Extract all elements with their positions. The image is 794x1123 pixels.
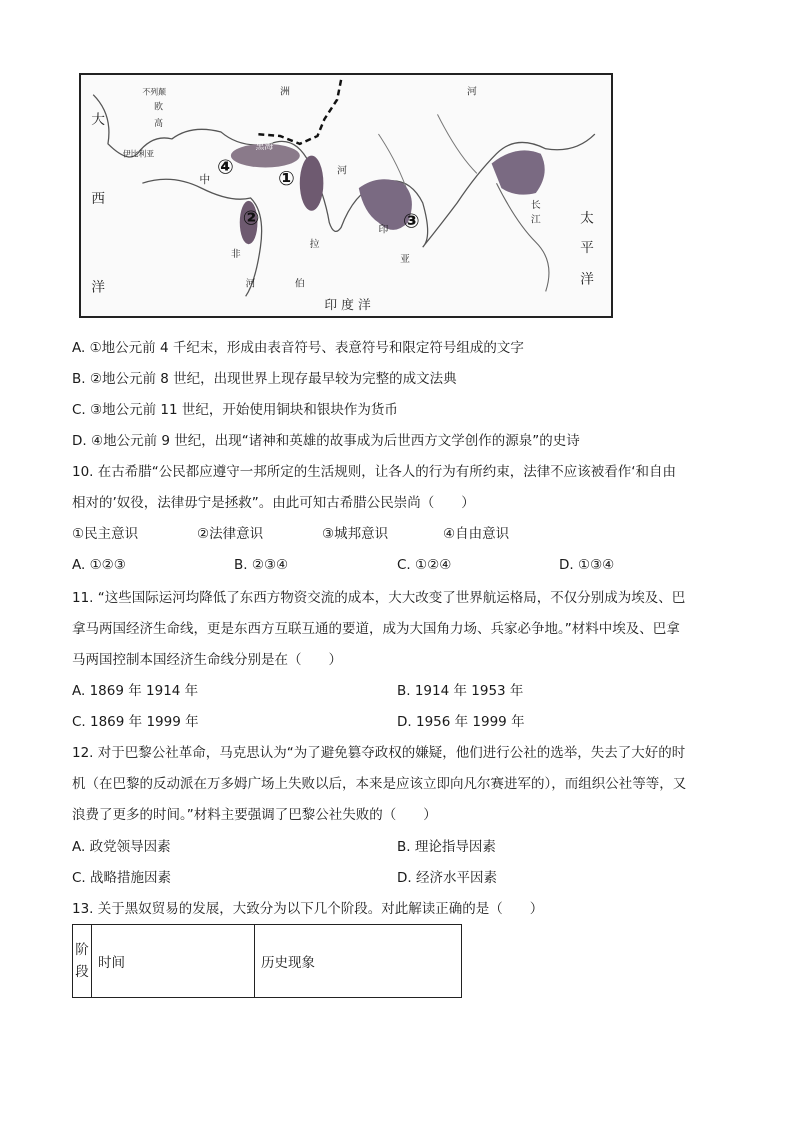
- q11-option-a: A. 1869 年 1914 年: [72, 683, 199, 699]
- q13-stem: 13. 关于黑奴贸易的发展，大致分为以下几个阶段。对此解读正确的是（ ）: [72, 901, 544, 917]
- map-drawing: [81, 75, 611, 316]
- map-label: 长: [530, 199, 541, 211]
- map-label: 洋: [91, 279, 105, 296]
- q12-option-d: D. 经济水平因素: [397, 870, 497, 886]
- q12-stem: 12. 对于巴黎公社革命，马克思认为“为了避免篡夺政权的嫌疑，他们进行公社的选举，失去了大好的时: [72, 745, 686, 761]
- map-label: 中: [199, 173, 211, 187]
- q11-stem: 11. “这些国际运河均降低了东西方物资交流的成本，大大改变了世界航运格局，不仅分别成为埃及、巴: [72, 590, 686, 606]
- map-label: 河: [337, 165, 347, 177]
- q9-option-c: C. ③地公元前 11 世纪，开始使用铜块和银块作为货币: [72, 402, 398, 418]
- map-label: 太: [580, 210, 594, 227]
- q10-stem: 10. 在古希腊“公民都应遵守一邦所定的生活规则，让各人的行为有所约束，法律不应该被看作‘和自由: [72, 464, 677, 480]
- q11-option-d: D. 1956 年 1999 年: [397, 714, 525, 730]
- marker-1: ①: [278, 167, 295, 191]
- map-label: 西: [91, 190, 105, 207]
- table-header-stage: 阶段: [73, 925, 92, 998]
- q12-option-a: A. 政党领导因素: [72, 839, 171, 855]
- map-label: 江: [530, 214, 541, 226]
- q10-option-a: A. ①②③: [72, 557, 126, 573]
- q11-option-b: B. 1914 年 1953 年: [397, 683, 524, 699]
- marker-2: ②: [242, 206, 260, 230]
- q12-option-b: B. 理论指导因素: [397, 839, 496, 855]
- map-label: 印 度 洋: [324, 298, 371, 314]
- map-label: 洋: [580, 271, 594, 288]
- q12-stem: 机（在巴黎的反动派在万多姆广场上失败以后，本来是应该立即向凡尔赛进军的），而组织公社等等，又: [72, 776, 687, 792]
- map-label: 伯: [294, 278, 305, 290]
- map-label: 河: [245, 278, 256, 290]
- river: [497, 183, 549, 291]
- q11-stem: 马两国控制本国经济生命线分别是在（ ）: [72, 652, 342, 668]
- q10-item: ④自由意识: [443, 526, 510, 542]
- q10-item: ③城邦意识: [322, 526, 389, 542]
- q10-stem: 相对的’奴役，法律毋宁是拯救”。由此可知古希腊公民崇尚（ ）: [72, 495, 475, 511]
- q9-option-b: B. ②地公元前 8 世纪，出现世界上现存最早较为完整的成文法典: [72, 371, 457, 387]
- q13-table: [72, 924, 462, 998]
- map-label: 洲: [280, 86, 290, 98]
- map-label: 印: [378, 224, 389, 236]
- map-label: 欧: [154, 102, 164, 113]
- map-label: 平: [580, 240, 594, 257]
- q10-item: ②法律意识: [197, 526, 264, 542]
- q10-option-b: B. ②③④: [234, 557, 289, 573]
- map-label: 亚: [400, 253, 410, 265]
- q9-option-d: D. ④地公元前 9 世纪，出现“诸神和英雄的故事成为后世西方文学创作的源泉”的史诗: [72, 433, 580, 449]
- q12-stem: 浪费了更多的时间。”材料主要强调了巴黎公社失败的（ ）: [72, 807, 437, 823]
- map-label: 黑海: [255, 141, 274, 152]
- q11-option-c: C. 1869 年 1999 年: [72, 714, 199, 730]
- map-label: 不列颠: [142, 87, 166, 97]
- dashed-boundary: [256, 80, 342, 144]
- q10-option-c: C. ①②④: [397, 557, 452, 573]
- map-label: 大: [91, 112, 105, 129]
- region-1: [300, 156, 324, 211]
- map-label: 伊比利亚: [122, 149, 155, 159]
- map-label: 非: [230, 248, 241, 260]
- q12-option-c: C. 战略措施因素: [72, 870, 172, 886]
- q11-stem: 拿马两国经济生命线，更是东西方互联互通的要道，成为大国角力场、兵家必争地。”材料中埃及、巴拿: [72, 621, 680, 637]
- marker-4: ④: [217, 155, 234, 179]
- map-label: 高: [154, 119, 164, 130]
- table-header-row: [73, 925, 462, 998]
- q9-option-a: A. ①地公元前 4 千纪末，形成由表音符号、表意符号和限定符号组成的文字: [72, 340, 524, 356]
- river: [437, 114, 476, 173]
- table-header-time: 时间: [92, 925, 255, 998]
- table-header-phenomenon: 历史现象: [255, 925, 462, 998]
- marker-3: ③: [403, 209, 420, 233]
- world-history-map: [79, 73, 613, 318]
- q10-option-d: D. ①③④: [559, 557, 615, 573]
- q10-item: ①民主意识: [72, 526, 139, 542]
- map-label: 拉: [309, 239, 320, 251]
- map-label: 河: [466, 86, 477, 98]
